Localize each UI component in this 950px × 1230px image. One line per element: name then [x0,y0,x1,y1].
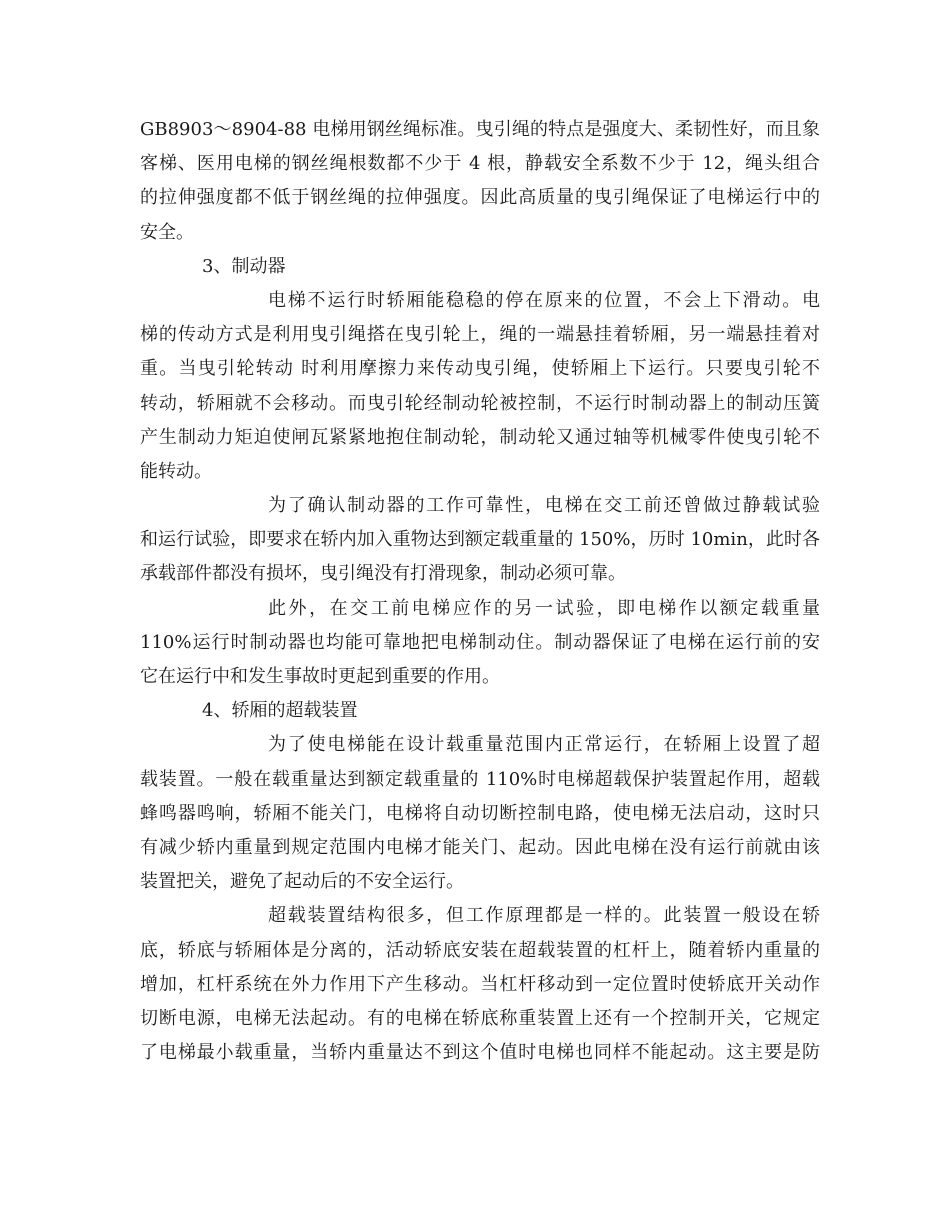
document-page [140,113,820,1070]
paragraph-brake-run-test [140,592,820,695]
text-line: 了电梯最小载重量，当轿内重量达不到这个值时电梯也同样不能起动。这主要是防 [140,1042,820,1064]
text-line: 为了确认制动器的工作可靠性，电梯在交工前还曾做过静载试验 [268,495,820,517]
text-line: 此外，在交工前电梯应作的另一试验，即电梯作以额定载重量 [268,597,820,619]
text-line: 电梯不运行时轿厢能稳稳的停在原来的位置，不会上下滑动。电 [268,289,820,311]
text-line: 超载装置结构很多，但工作原理都是一样的。此装置一般设在轿 [268,905,820,927]
text-line: 的拉伸强度都不低于钢丝绳的拉伸强度。因此高质量的曳引绳保证了电梯运行中的 [140,187,820,209]
text-line: 产生制动力矩迫使闸瓦紧紧地抱住制动轮，制动轮又通过轴等机械零件使曳引轮不 [140,426,820,448]
text-line: 为了使电梯能在设计载重量范围内正常运行，在轿厢上设置了超 [268,734,820,756]
paragraph-wire-rope [140,113,820,250]
paragraph-overload-structure [140,899,820,1070]
text-line: 载装置。一般在载重量达到额定载重量的 110%时电梯超载保护装置起作用，超载 [140,768,820,790]
text-line: 梯的传动方式是利用曳引绳搭在曳引轮上，绳的一端悬挂着轿厢，另一端悬挂着对 [140,324,820,346]
text-line: 客梯、医用电梯的钢丝绳根数都不少于 4 根，静载安全系数不少于 12，绳头组合 [140,153,820,175]
text-line: 它在运行中和发生事故时更起到重要的作用。 [140,666,500,687]
text-line: GB8903～8904-88 电梯用钢丝绳标准。曳引绳的特点是强度大、柔韧性好，而且象 [140,119,820,140]
text-line: 110%运行时制动器也均能可靠地把电梯制动住。制动器保证了电梯在运行前的安 [140,631,820,653]
paragraph-brake-static-test [140,489,820,592]
text-line: 重。当曳引轮转动 时利用摩擦力来传动曳引绳，使轿厢上下运行。只要曳引轮不 [140,358,820,380]
text-line: 承载部件都没有损坏，曳引绳没有打滑现象，制动必须可靠。 [140,563,626,585]
text-line: 增加，杠杆系统在外力作用下产生移动。当杠杆移动到一定位置时使轿底开关动作 [140,973,820,995]
text-line: 底，轿底与轿厢体是分离的，活动轿底安装在超载装置的杠杆上，随着轿内重量的 [140,939,820,961]
section-heading-brake: 3、制动器 [202,255,286,277]
text-line: 转动，轿厢就不会移动。而曳引轮经制动轮被控制，不运行时制动器上的制动压簧 [140,392,820,414]
text-line: 能转动。 [140,460,212,482]
text-line: 切断电源，电梯无法起动。有的电梯在轿底称重装置上还有一个控制开关，它规定 [140,1007,820,1029]
text-line: 安全。 [140,221,194,243]
section-heading-overload: 4、轿厢的超载装置 [202,700,358,722]
paragraph-brake-function [140,284,820,489]
text-line: 装置把关，避免了起动后的不安全运行。 [140,871,464,893]
text-line: 和运行试验，即要求在轿内加入重物达到额定载重量的 150%，历时 10min，此时各 [140,529,820,551]
text-line: 蜂鸣器鸣响，轿厢不能关门，电梯将自动切断控制电路，使电梯无法启动，这时只 [140,802,820,824]
paragraph-overload-function [140,728,820,899]
text-line: 有减少轿内重量到规定范围内电梯才能关门、起动。因此电梯在没有运行前就由该 [140,836,820,858]
